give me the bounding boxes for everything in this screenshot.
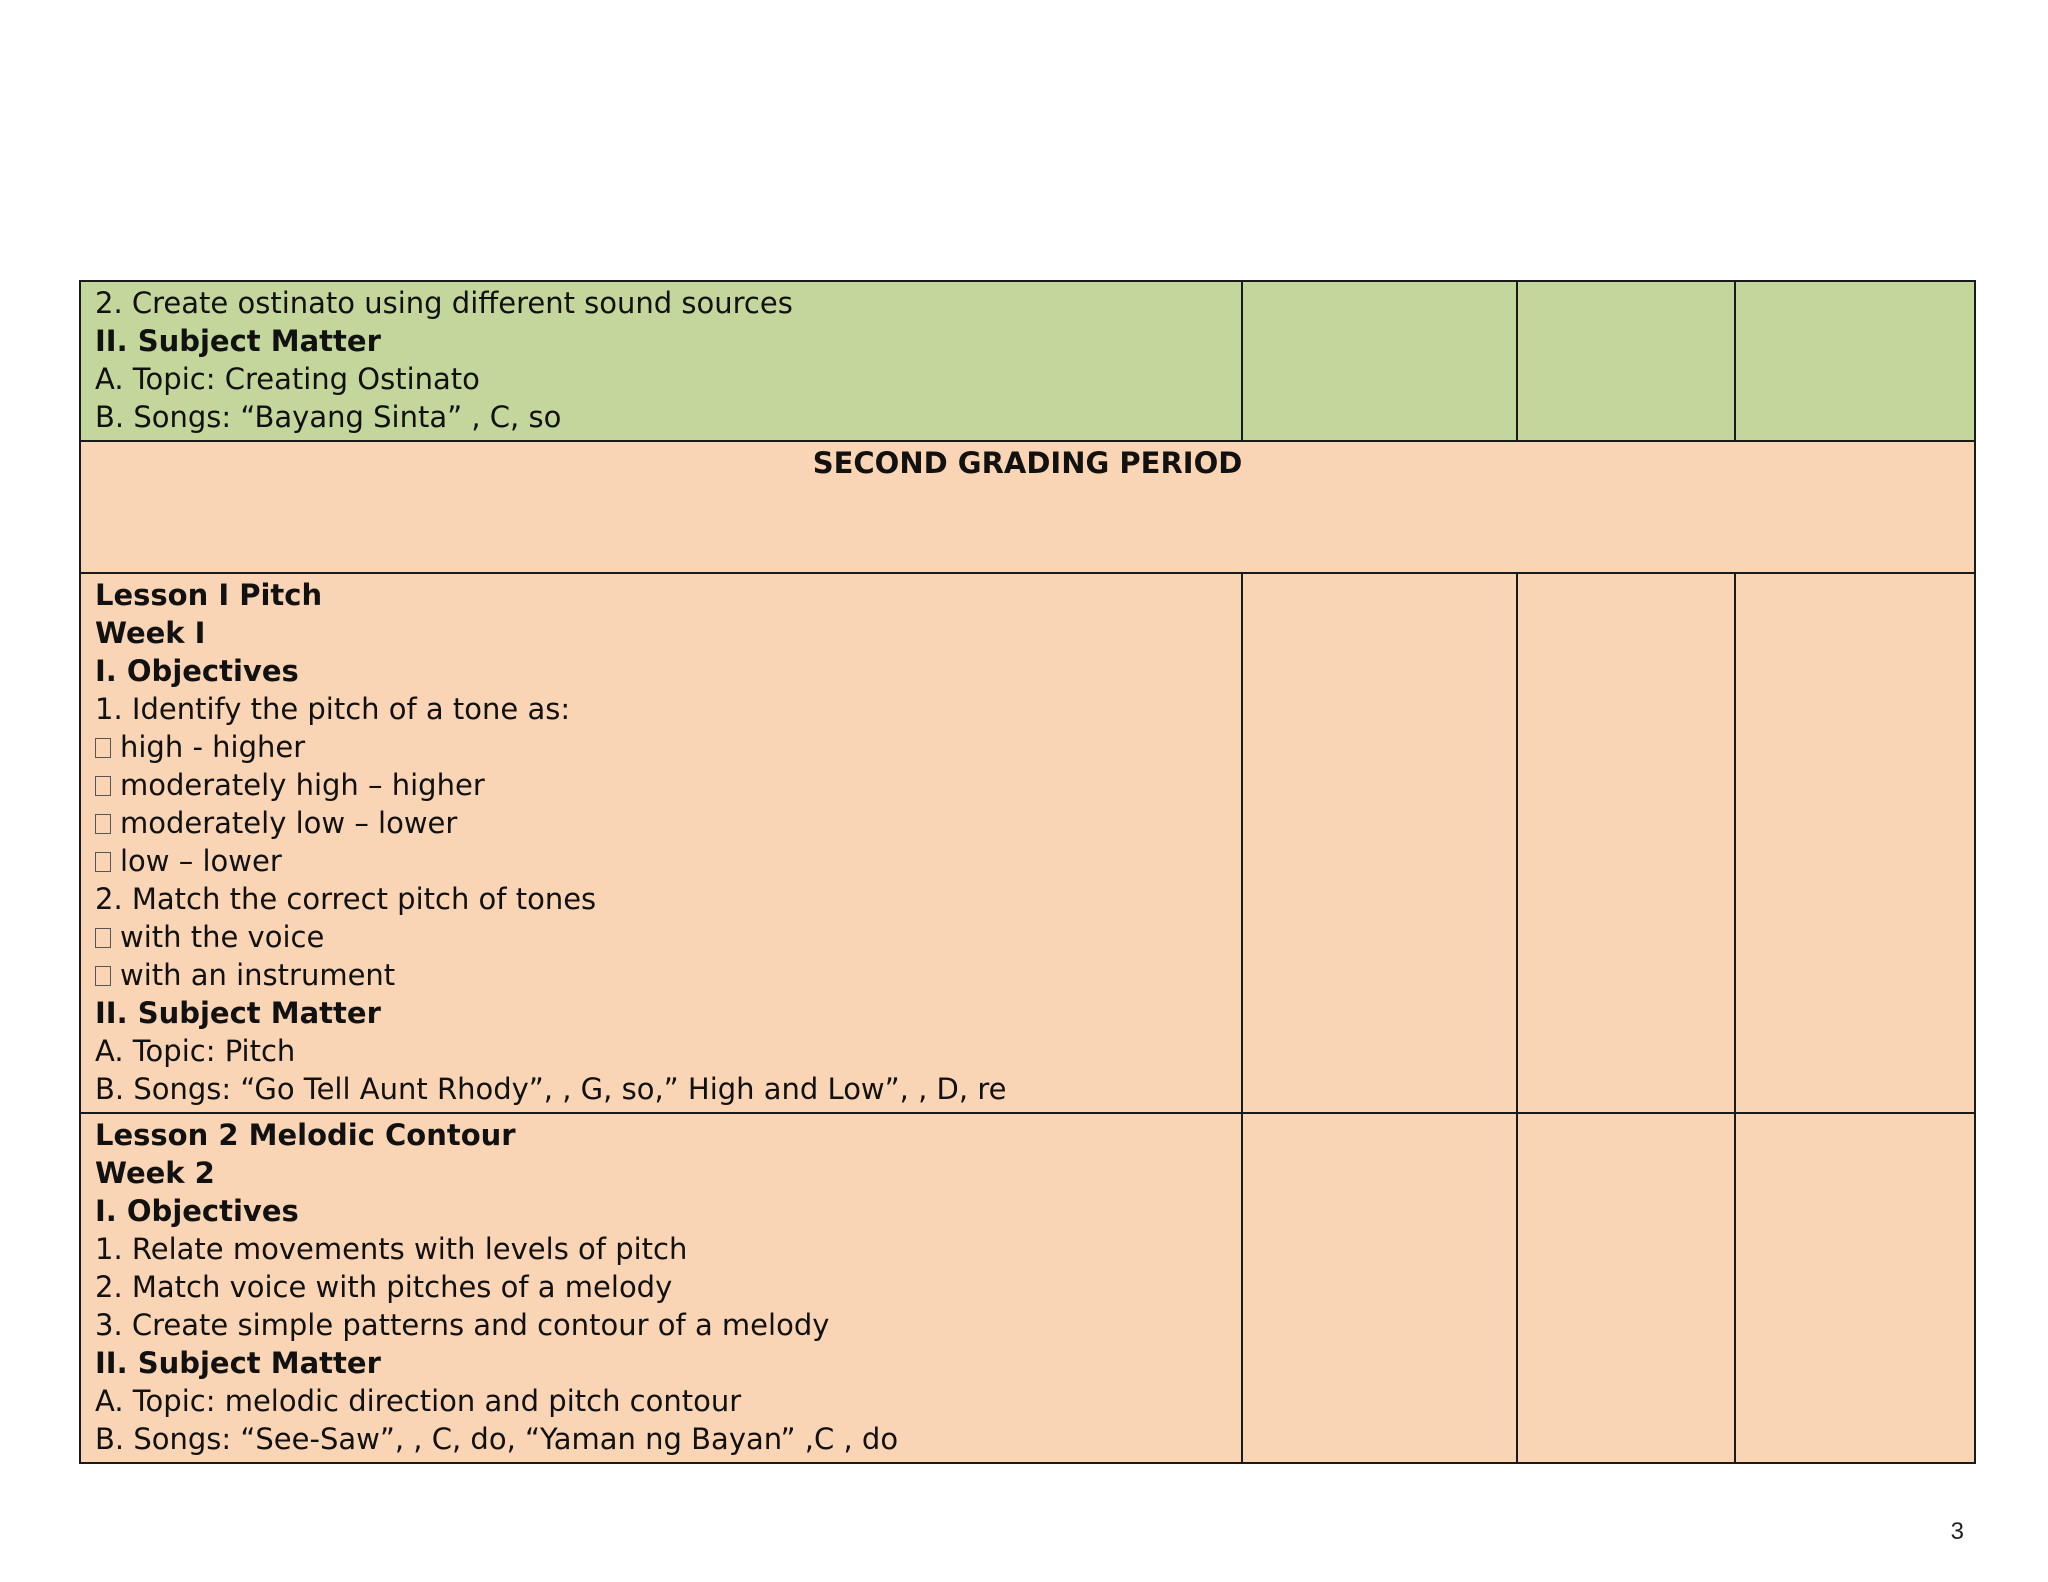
heading-line: Week I — [95, 616, 206, 650]
table-row — [80, 281, 1975, 441]
text-line: 2. Match voice with pitches of a melody — [95, 1270, 673, 1304]
text-line: 3. Create simple patterns and contour of a melody — [95, 1308, 830, 1342]
text-line: 2. Match the correct pitch of tones — [95, 882, 597, 916]
table-row — [80, 1113, 1975, 1463]
table-row — [80, 573, 1975, 1113]
heading-line: Lesson 2 Melodic Contour — [95, 1118, 516, 1152]
heading-line: Lesson I Pitch — [95, 578, 323, 612]
lesson-plan-table — [79, 280, 1976, 1464]
heading-line: II. Subject Matter — [95, 324, 381, 358]
section-header-cell — [80, 441, 1975, 573]
heading-line: I. Objectives — [95, 1194, 299, 1228]
empty-cell — [1242, 1113, 1517, 1463]
text-line: B. Songs: “Go Tell Aunt Rhody”, , G, so,” High and Low”, , D, re — [95, 1072, 1007, 1106]
empty-cell — [1242, 573, 1517, 1113]
lesson-2-content-cell — [80, 1113, 1242, 1463]
text-line: B. Songs: “See-Saw”, , C, do, “Yaman ng Bayan” ,C , do — [95, 1422, 899, 1456]
text-line: 1. Identify the pitch of a tone as: — [95, 692, 571, 726]
bullet-line: with the voice — [95, 918, 1241, 956]
empty-cell — [1242, 281, 1517, 441]
heading-line: II. Subject Matter — [95, 996, 381, 1030]
cell-content — [81, 1114, 1241, 1462]
bullet-line: moderately high – higher — [95, 766, 1241, 804]
bullet-line: low – lower — [95, 842, 1241, 880]
text-line: B. Songs: “Bayang Sinta” , C, so — [95, 400, 562, 434]
text-line: A. Topic: melodic direction and pitch contour — [95, 1384, 742, 1418]
first-grading-content-cell — [80, 281, 1242, 441]
second-grading-period-title: SECOND GRADING PERIOD — [812, 446, 1243, 480]
heading-line: Week 2 — [95, 1156, 215, 1190]
empty-cell — [1735, 573, 1975, 1113]
table-row — [80, 441, 1975, 573]
page-number: 3 — [1950, 1518, 1964, 1545]
empty-cell — [1517, 1113, 1735, 1463]
text-line: A. Topic: Creating Ostinato — [95, 362, 480, 396]
empty-cell — [1735, 1113, 1975, 1463]
bullet-line: high - higher — [95, 728, 1241, 766]
lesson-1-content-cell — [80, 573, 1242, 1113]
bullet-line: moderately low – lower — [95, 804, 1241, 842]
empty-cell — [1517, 573, 1735, 1113]
cell-content — [81, 282, 1241, 440]
bullet-line: with an instrument — [95, 956, 1241, 994]
cell-content — [81, 574, 1241, 1112]
text-line: 2. Create ostinato using different sound sources — [95, 286, 793, 320]
empty-cell — [1735, 281, 1975, 441]
text-line: A. Topic: Pitch — [95, 1034, 296, 1068]
heading-line: I. Objectives — [95, 654, 299, 688]
empty-cell — [1517, 281, 1735, 441]
text-line: 1. Relate movements with levels of pitch — [95, 1232, 688, 1266]
heading-line: II. Subject Matter — [95, 1346, 381, 1380]
